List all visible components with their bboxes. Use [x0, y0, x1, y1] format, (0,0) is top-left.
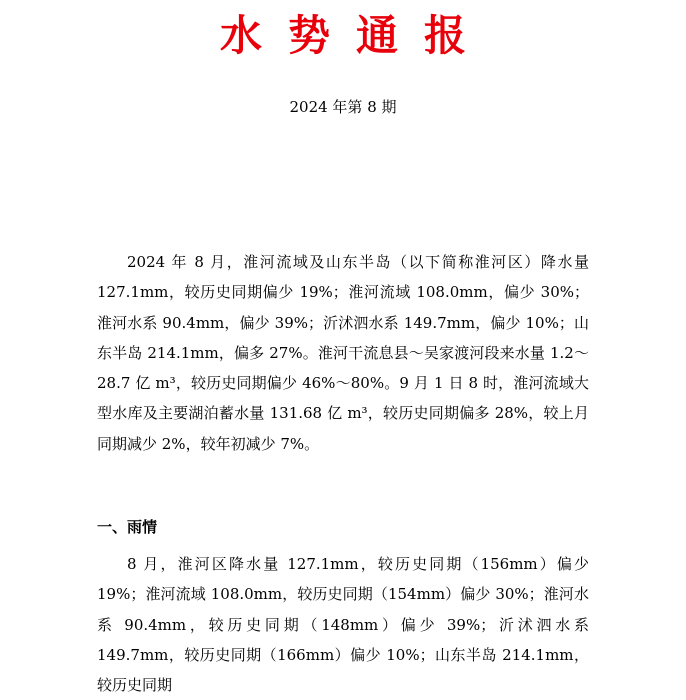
rainfall-paragraph: 8 月，淮河区降水量 127.1mm，较历史同期（156mm）偏少 19%；淮河流域 108.0mm，较历史同期（154mm）偏少 30%；淮河水系 90.4mm，较历史同期（148mm）偏少 39%；沂沭泗水系 149.7mm，较历史同期（166mm）偏少 10%；山东半岛 214.1mm，较历史同期	[97, 555, 589, 695]
summary-block	[97, 247, 589, 459]
section-heading-rainfall: 一、雨情	[97, 518, 158, 536]
document-title: 水势通报	[219, 11, 492, 60]
issue-number: 2024 年第 8 期	[289, 98, 397, 116]
rainfall-block	[97, 549, 589, 700]
summary-paragraph: 2024 年 8 月，淮河流域及山东半岛（以下简称淮河区）降水量 127.1mm，较历史同期偏少 19%；淮河流域 108.0mm，偏少 30%；淮河水系 90.4mm，偏少 39%；沂沭泗水系 149.7mm，偏少 10%；山东半岛 214.1mm，偏多 27%。淮河干流息县～吴家渡河段来水量 1.2～28.7 亿 m³，较历史同期偏少 46%～80%。9 月 1 日 8 时，淮河流域大型水库及主要湖泊蓄水量 131.68 亿 m³，较历史同期偏多 28%，较上月同期减少 2%，较年初减少 7%。	[97, 253, 589, 453]
